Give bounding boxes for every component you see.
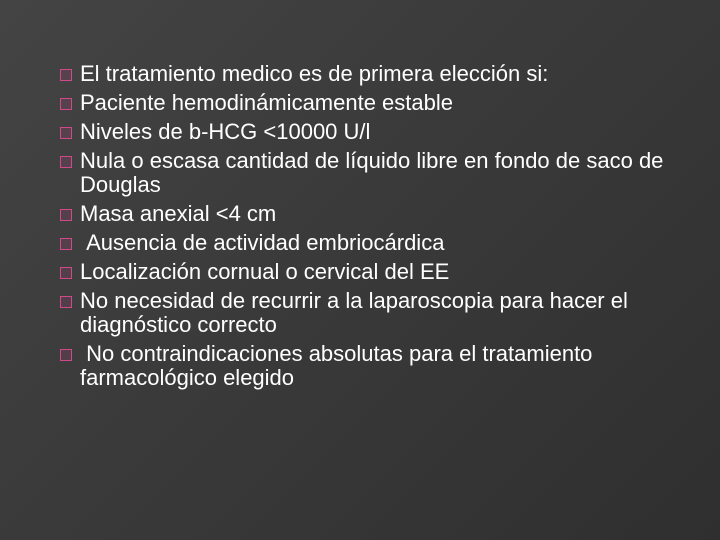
bullet-item — [60, 120, 680, 144]
square-bullet-icon — [60, 296, 72, 308]
bullet-text: No contraindicaciones absolutas para el tratamiento farmacológico elegido — [80, 341, 599, 390]
bullet-item — [60, 342, 680, 390]
bullet-text: Ausencia de actividad embriocárdica — [80, 230, 445, 255]
square-bullet-icon — [60, 156, 72, 168]
bullet-item — [60, 289, 680, 337]
square-bullet-icon — [60, 238, 72, 250]
square-bullet-icon — [60, 209, 72, 221]
bullet-item — [60, 202, 680, 226]
bullet-item — [60, 91, 680, 115]
bullet-item — [60, 260, 680, 284]
bullet-text: Nula o escasa cantidad de líquido libre en fondo de saco de Douglas — [80, 148, 670, 197]
square-bullet-icon — [60, 98, 72, 110]
square-bullet-icon — [60, 69, 72, 81]
bullet-text: Localización cornual o cervical del EE — [80, 259, 450, 284]
bullet-text: Masa anexial <4 cm — [80, 201, 277, 226]
square-bullet-icon — [60, 349, 72, 361]
square-bullet-icon — [60, 267, 72, 279]
bullet-item — [60, 149, 680, 197]
bullet-item — [60, 231, 680, 255]
square-bullet-icon — [60, 127, 72, 139]
bullet-text: El tratamiento medico es de primera elección si: — [80, 61, 549, 86]
bullet-item — [60, 62, 680, 86]
bullet-text: Niveles de b-HCG <10000 U/l — [80, 119, 371, 144]
bullet-text: Paciente hemodinámicamente estable — [80, 90, 454, 115]
bullet-text: No necesidad de recurrir a la laparoscopia para hacer el diagnóstico correcto — [80, 288, 634, 337]
bullet-list — [60, 62, 680, 395]
